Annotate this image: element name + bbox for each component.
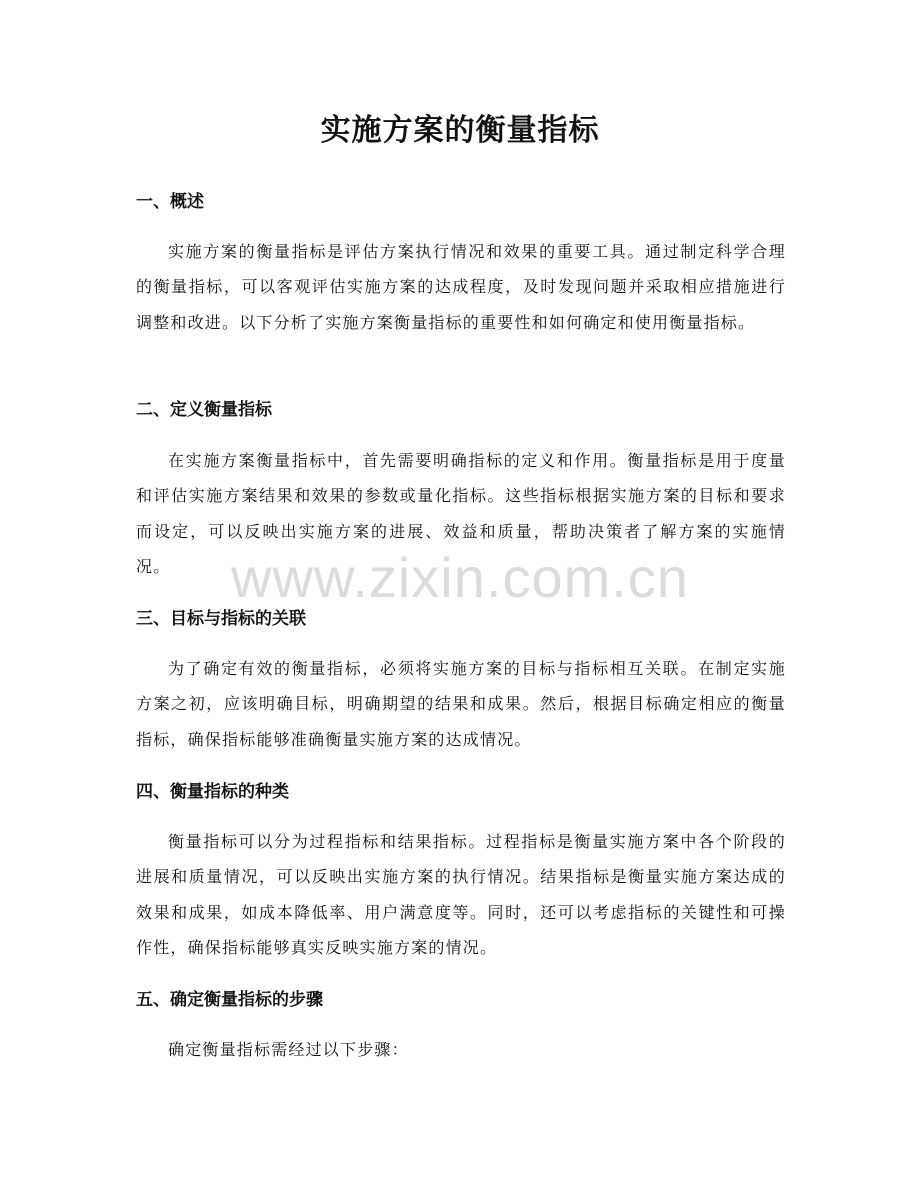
section-heading-goal-relation: 三、目标与指标的关联: [136, 609, 306, 629]
section-paragraph-indicator-types: 衡量指标可以分为过程指标和结果指标。过程指标是衡量实施方案中各个阶段的进展和质量情况，可以反映出实施方案的执行情况。结果指标是衡量实施方案达成的效果和成果，如成本降低率、用户满意度等。同时，还可以考虑指标的关键性和可操作性，确保指标能够真实反映实施方案的情况。: [136, 832, 786, 958]
section-heading-indicator-types: 四、衡量指标的种类: [136, 782, 289, 802]
section-paragraph-goal-relation: 为了确定有效的衡量指标，必须将实施方案的目标与指标相互关联。在制定实施方案之初，应该明确目标，明确期望的结果和成果。然后，根据目标确定相应的衡量指标，确保指标能够准确衡量实施方案的达成情况。: [136, 659, 786, 749]
document-title: 实施方案的衡量指标: [320, 113, 600, 148]
section-paragraph-definition: 在实施方案衡量指标中，首先需要明确指标的定义和作用。衡量指标是用于度量和评估实施方案结果和效果的参数或量化指标。这些指标根据实施方案的目标和要求而设定，可以反映出实施方案的进展、效益和质量，帮助决策者了解方案的实施情况。: [136, 451, 786, 577]
watermark: www.zixin.com.cn: [231, 546, 689, 609]
section-heading-overview: 一、概述: [136, 192, 204, 212]
section-heading-steps: 五、确定衡量指标的步骤: [136, 990, 323, 1010]
section-paragraph-steps: 确定衡量指标需经过以下步骤：: [168, 1040, 409, 1059]
section-paragraph-overview: 实施方案的衡量指标是评估方案执行情况和效果的重要工具。通过制定科学合理的衡量指标，可以客观评估实施方案的达成程度，及时发现问题并采取相应措施进行调整和改进。以下分析了实施方案衡量指标的重要性和如何确定和使用衡量指标。: [136, 242, 786, 332]
section-heading-definition: 二、定义衡量指标: [136, 400, 272, 420]
